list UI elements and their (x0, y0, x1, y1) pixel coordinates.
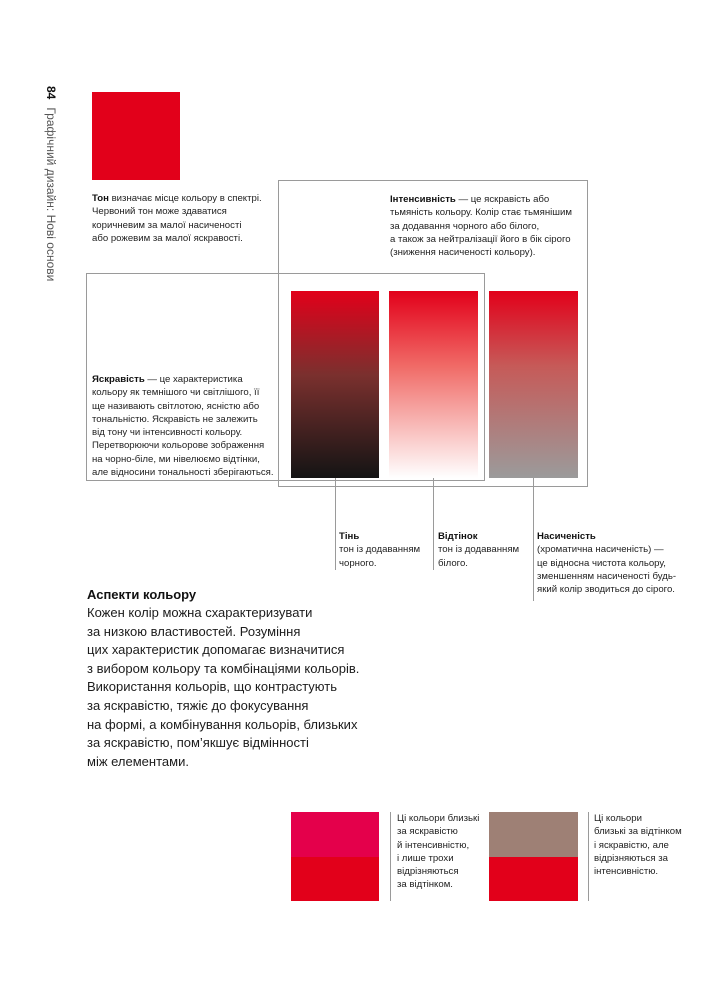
value-caption: Яскравість — це характеристика кольору як темнішого чи світлішого, її ще називають світлотою, ясністю або тональністю. Яскравість не залежить від тону чи інтенсивності кольору. Перетворюючи кольорове зображення на чорно-біле, ми нівелюємо відтінки, але відносини тональності зберігаються. (92, 374, 274, 479)
red-swatch-right (489, 857, 578, 901)
saturation-term: Насиченість (537, 531, 596, 542)
pair-hue-caption: Ці кольори близькі за відтінком і яскравістю, але відрізняються за інтенсивністю. (594, 813, 682, 878)
aspects-body: Кожен колір можна схарактеризувати за низкою властивостей. Розуміння цих характеристик допомагає визначитися з вибором кольору та комбінаціями кольорів. Використання кольорів, що контрастують за яскравістю, тяжіє до фокусування на формі, а комбінування кольорів, близьких за яскравістю, пом’якшує відмінності між елементами. (87, 605, 360, 769)
saturation-leader-line (533, 478, 534, 601)
saturation-gradient (489, 291, 578, 478)
pair-value-caption: Ці кольори близькі за яскравістю й інтенсивністю, і лише трохи відрізняються за відтінком. (397, 813, 480, 891)
hue-term: Тон (92, 193, 109, 204)
page-number: 84 (44, 86, 58, 100)
tint-leader-line (433, 478, 434, 570)
tint-label: Відтінок тон із додаванням білого. (438, 531, 520, 569)
pair-value-line (390, 812, 391, 901)
intensity-caption: Інтенсивність — це яскравість або тьмяність кольору. Колір стає тьмянішим за додавання чорного або білого, а також за нейтралізації його в бік сірого (зниження насиченості кольору). (390, 194, 572, 259)
pair-hue-line (588, 812, 589, 901)
tint-gradient (389, 291, 478, 478)
intensity-term: Інтенсивність (390, 194, 456, 205)
shade-term: Тінь (339, 531, 360, 542)
shade-leader-line (335, 478, 336, 570)
saturation-label: Насиченість (хроматична насиченість) — це відносна чистота кольору, зменшенням насиченості будь- який колір зводиться до сірого. (537, 531, 677, 596)
red-swatch-left (291, 857, 379, 901)
running-head (36, 86, 62, 296)
tint-term: Відтінок (438, 531, 478, 542)
crimson-swatch (291, 812, 379, 857)
value-term: Яскравість (92, 374, 145, 385)
shade-label: Тінь тон із додаванням чорного. (339, 531, 421, 569)
shade-gradient (291, 291, 379, 478)
hue-swatch (92, 92, 180, 180)
taupe-swatch (489, 812, 578, 857)
aspects-title: Аспекти кольору (87, 587, 197, 602)
hue-caption: Тон визначає місце кольору в спектрі. Червоний тон може здаватися коричневим за малої насиченості або рожевим за малої яскравості. (92, 193, 262, 244)
book-title: Графічний дизайн: Нові основи (44, 107, 58, 282)
